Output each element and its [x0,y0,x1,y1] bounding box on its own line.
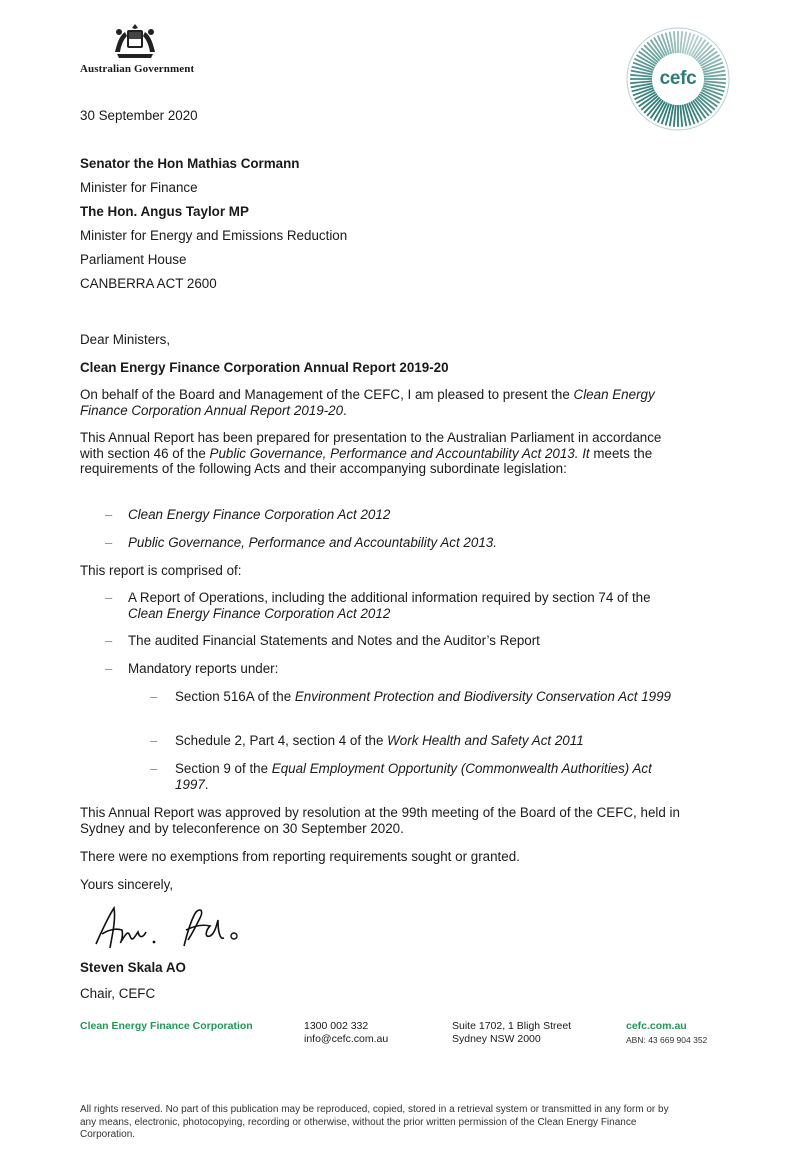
act-item-1-text: Clean Energy Finance Corporation Act 2012 [128,507,391,522]
mandatory-item-3-text: Section 9 of the [175,761,272,776]
act-item-2-text: Public Governance, Performance and Accountability Act 2013. [128,535,497,550]
approval-paragraph: This Annual Report was approved by resolution at the 99th meeting of the Board of the CEFC, held in Sydney and by teleconference on 30 September 2020. [80,805,680,836]
footer-website[interactable]: cefc.com.au [626,1020,687,1032]
address-line-2: CANBERRA ACT 2600 [80,276,217,291]
mandatory-item-3-end: . [204,776,209,792]
footer-abn: ABN: 43 669 904 352 [626,1035,708,1045]
dash-bullet-icon: – [105,661,113,676]
para2-act: Public Governance, Performance and Accountability Act 2013. It [209,445,590,461]
paragraph-compliance [80,430,680,477]
para1-text: On behalf of the Board and Management of the CEFC, I am pleased to present the [80,387,574,402]
footer-org: Clean Energy Finance Corporation [80,1020,253,1032]
address-line-1: Parliament House [80,252,187,267]
recipient-1-title: Minister for Finance [80,180,198,195]
letter-date: 30 September 2020 [80,108,198,123]
recipient-1: Senator the Hon Mathias Cormann [80,156,300,171]
act-item-2 [128,535,497,551]
mandatory-item-2-act: Work Health and Safety Act 2011 [387,733,584,748]
mandatory-item-2 [175,733,584,749]
government-label: Australian Government [80,63,195,75]
comprised-item-1-text: A Report of Operations, including the additional information required by section 74 of the [128,590,651,605]
comprised-item-1-act: Clean Energy Finance Corporation Act 2012 [128,605,391,621]
recipient-2: The Hon. Angus Taylor MP [80,204,249,219]
comprised-item-1 [128,590,678,621]
dash-bullet-icon: – [150,689,158,704]
signatory-name: Steven Skala AO [80,960,186,975]
government-crest [80,22,195,75]
para2-end: meets the requirements of the following Acts and their accompanying subordinate legislation: [80,445,653,476]
mandatory-item-3-act: Equal Employment Opportunity (Commonwealth Authorities) Act 1997 [175,761,652,792]
mandatory-item-1 [175,689,680,705]
salutation: Dear Ministers, [80,332,171,347]
comprised-item-3: Mandatory reports under: [128,661,279,676]
signature-image [88,900,258,960]
paragraph-presentation [80,387,680,418]
dash-bullet-icon: – [105,633,113,648]
footer-phone[interactable]: 1300 002 332 [304,1020,369,1032]
dash-bullet-icon: – [150,761,158,776]
footer-email[interactable]: info@cefc.com.au [304,1033,389,1045]
recipient-2-title: Minister for Energy and Emissions Reduction [80,228,348,243]
dash-bullet-icon: – [105,535,113,550]
dash-bullet-icon: – [105,507,113,522]
para1-end: . [343,402,347,418]
mandatory-item-1-text: Section 516A of the [175,689,295,704]
mandatory-item-1-act: Environment Protection and Biodiversity Conservation Act 1999 [294,689,672,704]
legal-notice: All rights reserved. No part of this publication may be reproduced, copied, stored in a retrieval system or transmitted in any form or by any means, electronic, photocopying, recording or otherwise, without the prior written permission of the Clean Energy Finance Corporation. [80,1104,669,1140]
para2-text: This Annual Report has been prepared for presentation to the Australian Parliament in accordance with section 46 of the [80,430,662,461]
act-item-1 [128,507,390,523]
exemptions-paragraph: There were no exemptions from reporting requirements sought or granted. [80,849,520,864]
signatory-title: Chair, CEFC [80,986,156,1001]
para1-report-title: Clean Energy Finance Corporation Annual Report 2019-20 [80,387,655,418]
closing: Yours sincerely, [80,877,174,892]
footer-address-1: Suite 1702, 1 Bligh Street [452,1020,572,1032]
mandatory-item-2-text: Schedule 2, Part 4, section 4 of the [175,733,388,748]
comprised-item-2: The audited Financial Statements and Notes and the Auditor’s Report [128,633,540,648]
coat-of-arms-icon [105,22,165,62]
cefc-logo [626,27,730,131]
dash-bullet-icon: – [150,733,158,748]
subject-line: Clean Energy Finance Corporation Annual Report 2019-20 [80,360,449,375]
mandatory-item-3 [175,761,680,792]
dash-bullet-icon: – [105,590,113,605]
footer-address-2: Sydney NSW 2000 [452,1033,541,1045]
comprised-intro: This report is comprised of: [80,563,242,578]
logo-text: cefc [659,68,697,89]
